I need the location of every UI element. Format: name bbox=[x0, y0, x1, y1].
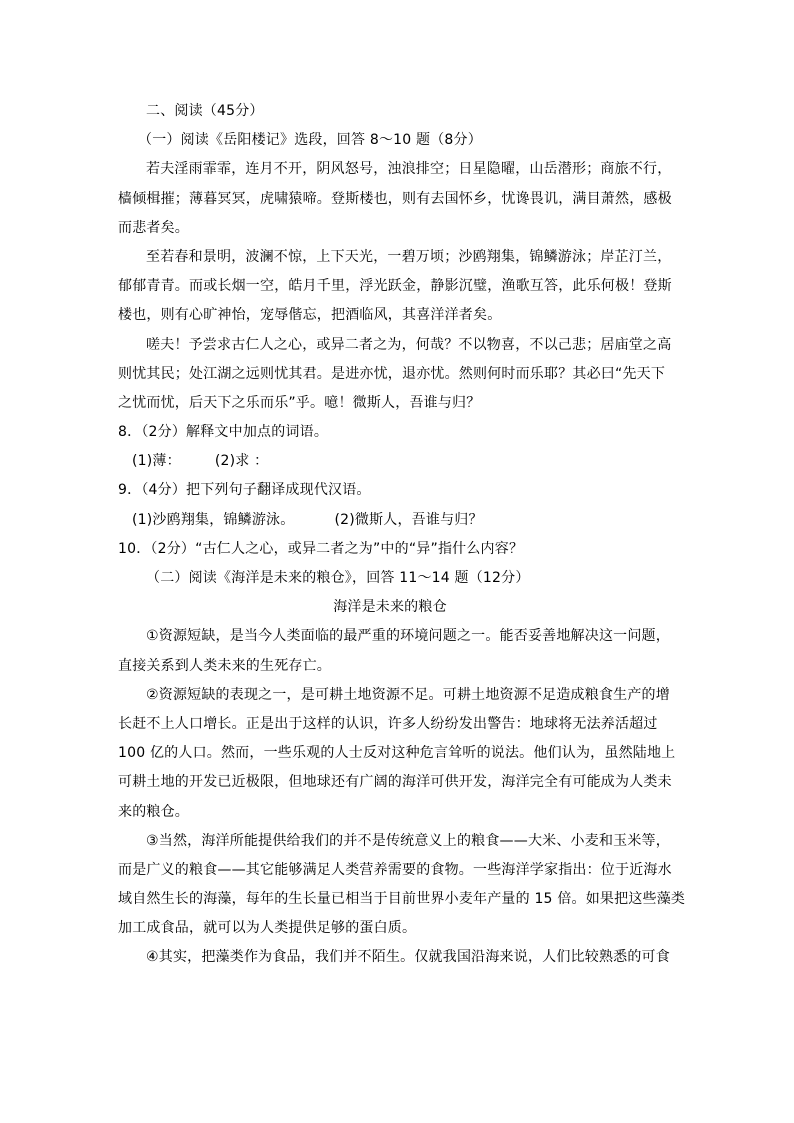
article-title: 海洋是未来的粮仓 bbox=[333, 599, 447, 616]
question-10 bbox=[118, 535, 662, 564]
question-text: （4分）把下列句子翻译成现代汉语。 bbox=[141, 482, 371, 499]
question-item: (2)微斯人，吾谁与归？ bbox=[334, 511, 483, 528]
question-text: （2分）解释文中加点的词语。 bbox=[141, 424, 329, 441]
question-number: 8． bbox=[118, 424, 142, 441]
part2-heading: （二）阅读《海洋是未来的粮仓》，回答 11～14 题（12分） bbox=[146, 570, 530, 586]
document-page bbox=[118, 97, 686, 973]
passage2-paragraph-4: ④其实，把藻类作为食品，我们并不陌生。仅就我国沿海来说，人们比较熟悉的可食 bbox=[146, 949, 670, 966]
passage2-paragraph-2: ②资源短缺的表现之一，是可耕土地资源不足。可耕土地资源不足造成粮食生产的增 长赶不上人口增长。正是出于这样的认识，许多人纷纷发出警告：地球将无法养活超过 100 亿的人口。然而，一些乐观的人士反对这种危言耸听的说法。他们认为，虽然陆地上 可耕土地的开发已近极限，但地球还有广阔的海洋可供开发，海洋完全有可能成为人类未 来的粮仓。 bbox=[118, 686, 676, 820]
question-9 bbox=[118, 476, 662, 505]
question-number: 9． bbox=[118, 482, 142, 499]
question-9-items bbox=[118, 506, 662, 535]
passage2-paragraph-1: ①资源短缺，是当今人类面临的最严重的环境问题之一。能否妥善地解决这一问题， 直接关系到人类未来的生死存亡。 bbox=[118, 628, 670, 674]
question-item: (1)薄： bbox=[132, 453, 181, 470]
question-text: （2分）“古仁人之心，或异二者之为”中的“异”指什么内容？ bbox=[150, 540, 524, 557]
part1-heading: （一）阅读《岳阳楼记》选段，回答 8～10 题（8分） bbox=[138, 132, 482, 149]
passage1-paragraph-3: 嗟夫！予尝求古仁人之心，或异二者之为，何哉？不以物喜，不以己悲；居庙堂之高 则忧其民；处江湖之远则忧其君。是进亦忧，退亦忧。然则何时而乐耶？其必曰“先天下 之忧而忧，后天下之乐而乐”乎。噫！微斯人，吾谁与归？ bbox=[118, 336, 672, 411]
passage1-paragraph-1: 若夫淫雨霏霏，连月不开，阴风怒号，浊浪排空；日星隐曜，山岳潜形；商旅不行， 樯倾楫摧；薄暮冥冥，虎啸猿啼。登斯楼也，则有去国怀乡，忧谗畏讥，满目萧然，感极 而悲者矣。 bbox=[118, 161, 672, 236]
question-8 bbox=[118, 418, 662, 447]
question-number: 10． bbox=[118, 540, 151, 557]
question-item: (1)沙鸥翔集，锦鳞游泳。 bbox=[132, 511, 295, 528]
question-8-items bbox=[118, 447, 662, 476]
question-item: (2)求 ： bbox=[214, 453, 269, 470]
section-heading: 二、阅读（45分） bbox=[146, 103, 264, 119]
passage1-paragraph-2: 至若春和景明，波澜不惊，上下天光，一碧万顷；沙鸥翔集，锦鳞游泳；岸芷汀兰， 郁郁青青。而或长烟一空，皓月千里，浮光跃金，静影沉璧，渔歌互答，此乐何极！登斯 楼也，则有心旷神怡，宠辱偕忘，把酒临风，其喜洋洋者矣。 bbox=[118, 248, 672, 324]
passage2-paragraph-3: ③当然，海洋所能提供给我们的并不是传统意义上的粮食——大米、小麦和玉米等， 而是广义的粮食——其它能够满足人类营养需要的食物。一些海洋学家指出：位于近海水 域自然生长的海藻，每年的生长量已相当于目前世界小麦年产量的 15 倍。如果把这些藻类 加工成食品，就可以为人类提供足够的蛋白质。 bbox=[118, 832, 686, 937]
